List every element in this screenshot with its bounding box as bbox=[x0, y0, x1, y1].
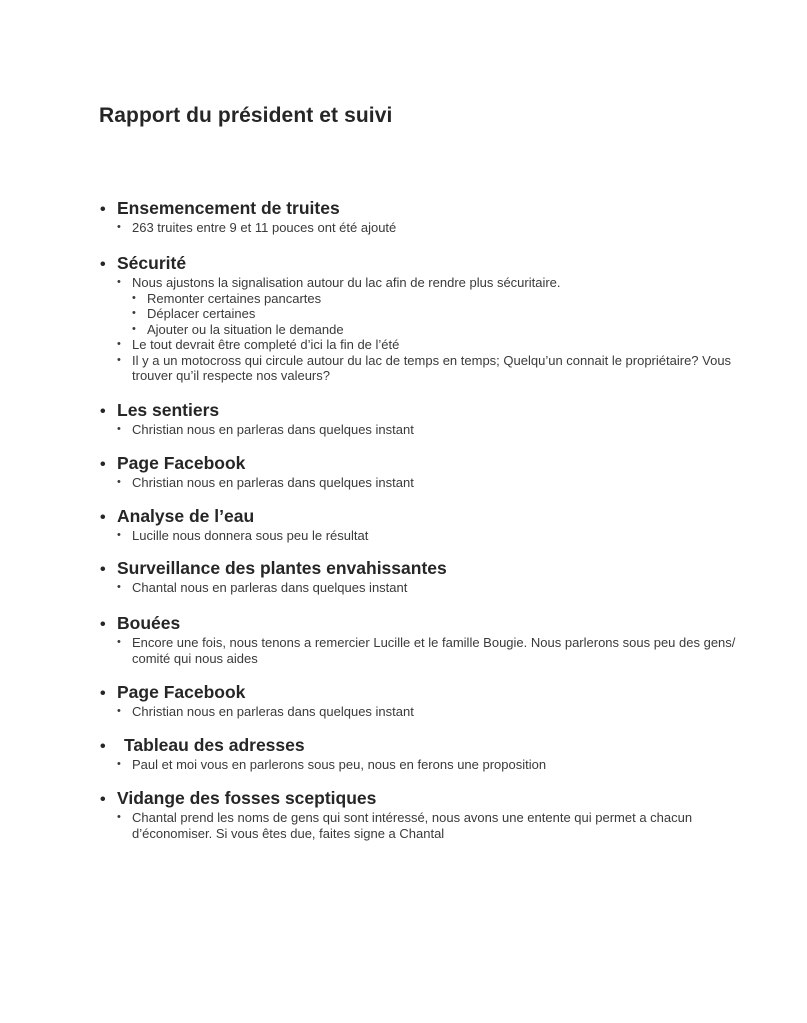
section-heading: Ensemencement de truites bbox=[117, 198, 340, 218]
sub-list-item: • Remonter certaines pancartes bbox=[132, 291, 740, 307]
section-heading: Les sentiers bbox=[117, 400, 220, 420]
list-item: • Lucille nous donnera sous peu le résultat bbox=[117, 528, 740, 544]
section-bouees bbox=[100, 613, 740, 666]
list-item: • Il y a un motocross qui circule autour du lac de temps en temps; Quelqu’un connait le propriétaire? Vous trouver qu’il respecte nos valeurs? bbox=[117, 353, 740, 384]
section-heading: Vidange des fosses sceptiques bbox=[117, 788, 377, 808]
bullet-icon: • bbox=[100, 456, 106, 473]
section-fosses bbox=[100, 788, 740, 841]
section-ensemencement bbox=[100, 198, 740, 236]
list-item: • Christian nous en parleras dans quelques instant bbox=[117, 704, 740, 720]
sub-list-item: • Déplacer certaines bbox=[132, 306, 740, 322]
bullet-icon: • bbox=[100, 201, 106, 218]
section-heading: Page Facebook bbox=[117, 453, 246, 473]
list-item: • Chantal nous en parleras dans quelques instant bbox=[117, 580, 740, 596]
list-item: • Christian nous en parleras dans quelques instant bbox=[117, 422, 740, 438]
list-item: • Encore une fois, nous tenons a remercier Lucille et le famille Bougie. Nous parlerons sous peu des gens/ comité qui nous aides bbox=[117, 635, 740, 666]
bullet-icon: • bbox=[100, 791, 106, 808]
bullet-icon: • bbox=[100, 509, 106, 526]
section-plantes bbox=[100, 558, 740, 596]
list-item: • 263 truites entre 9 et 11 pouces ont été ajouté bbox=[117, 220, 740, 236]
section-sentiers bbox=[100, 400, 740, 438]
bullet-icon: • bbox=[100, 403, 106, 420]
list-item: • Le tout devrait être completé d’ici la fin de l’été bbox=[117, 337, 740, 353]
list-item-text: Nous ajustons la signalisation autour du lac afin de rendre plus sécuritaire. bbox=[132, 275, 561, 290]
section-heading: Bouées bbox=[117, 613, 181, 633]
section-heading: Page Facebook bbox=[117, 682, 246, 702]
section-heading: Surveillance des plantes envahissantes bbox=[117, 558, 447, 578]
section-facebook-1 bbox=[100, 453, 740, 491]
list-item: • Christian nous en parleras dans quelques instant bbox=[117, 475, 740, 491]
section-heading: Sécurité bbox=[117, 253, 187, 273]
list-item: • Paul et moi vous en parlerons sous peu, nous en ferons une proposition bbox=[117, 757, 740, 773]
section-heading: Tableau des adresses bbox=[124, 735, 305, 755]
section-facebook-2 bbox=[100, 682, 740, 720]
section-heading: Analyse de l’eau bbox=[117, 506, 255, 526]
sub-list-item: • Ajouter ou la situation le demande bbox=[132, 322, 740, 338]
page-title: Rapport du président et suivi bbox=[99, 104, 393, 127]
bullet-icon: • bbox=[100, 561, 106, 578]
section-securite bbox=[100, 253, 740, 384]
bullet-icon: • bbox=[100, 738, 106, 755]
bullet-icon: • bbox=[100, 685, 106, 702]
bullet-icon: • bbox=[100, 616, 106, 633]
section-adresses bbox=[100, 735, 740, 773]
list-item: • Chantal prend les noms de gens qui sont intéressé, nous avons une entente qui permet a chacun d’économiser. Si vous êtes due, faites signe a Chantal bbox=[117, 810, 740, 841]
bullet-icon: • bbox=[100, 256, 106, 273]
section-analyse-eau bbox=[100, 506, 740, 544]
list-item bbox=[117, 275, 740, 337]
